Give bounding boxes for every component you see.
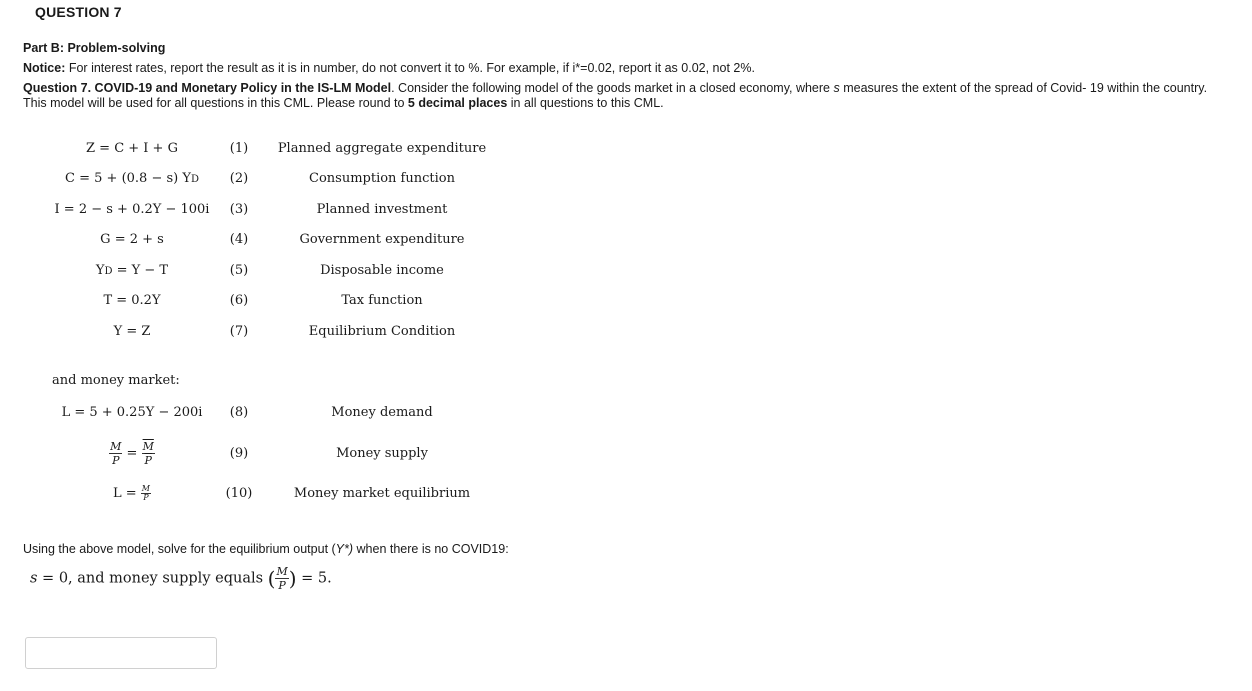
question-intro — [23, 81, 1233, 111]
equation-number: (3) — [229, 202, 249, 217]
fraction-mbar-over-pbar: $\frac{\overline{M}}{P}$ — [142, 440, 154, 467]
equation: T = 0.2Y — [103, 293, 161, 308]
notice-text: For interest rates, report the result as it is in number, do not convert it to %. For example, if i*=0.02, report it as 0.02, not 2%. — [65, 61, 755, 75]
condition-end: = 5. — [296, 570, 332, 587]
equation-number: (9) — [229, 446, 249, 461]
equation-number: (7) — [229, 324, 249, 339]
condition-text: = 0, and money supply equals — [37, 570, 268, 587]
question-intro-text-2: measures the extent of the spread of Covid- 19 within the country. This model will be used for all questions in this CML. Please round to — [23, 81, 1208, 110]
notice-label: Notice: — [23, 61, 66, 75]
decimal-places: 5 decimal places — [407, 96, 508, 110]
fraction-m-over-p-small: $\frac{M}{P}$ — [141, 484, 150, 502]
condition — [30, 565, 332, 592]
equation-number: (4) — [229, 232, 249, 247]
question-intro-text-1: . Consider the following model of the goods market in a closed economy, where — [391, 81, 834, 95]
equation: Y = Z — [113, 324, 151, 339]
question-title: QUESTION 7 — [35, 4, 122, 20]
equation-label: Planned aggregate expenditure — [277, 141, 487, 156]
fraction-m-over-p: $\frac{M}{P}$ — [276, 565, 288, 592]
equation-label: Planned investment — [316, 202, 448, 217]
part-heading-text: Part B: Problem-solving — [23, 41, 166, 55]
equation: L = $\frac{M}{P}$ — [113, 484, 150, 502]
money-market-intro: and money market: — [52, 373, 180, 388]
answer-input[interactable] — [25, 637, 217, 669]
equation-label: Money demand — [331, 405, 433, 420]
equation-label: Equilibrium Condition — [308, 324, 456, 339]
equation-label: Money market equilibrium — [293, 486, 471, 501]
equation-number: (1) — [229, 141, 249, 156]
equation-label: Tax function — [341, 293, 423, 308]
question-intro-text-3: in all questions to this CML. — [507, 96, 664, 110]
equation-label: Disposable income — [320, 263, 444, 278]
equation-label: Money supply — [336, 446, 428, 461]
s-variable: s — [833, 81, 840, 95]
s-variable: s — [30, 570, 38, 587]
equation: I = 2 − s + 0.2Y − 100i — [54, 202, 210, 217]
prompt — [23, 542, 1233, 557]
right-paren: ) — [288, 566, 297, 591]
left-paren: ( — [267, 566, 276, 591]
equation-number: (2) — [229, 171, 249, 186]
fraction-m-over-p: $\frac{M}{P}$ — [110, 440, 122, 467]
equation-number: (8) — [229, 405, 249, 420]
y-star: Y*) — [335, 542, 354, 556]
equation: $\frac{M}{P}$ = $\frac{\overline{M}}{P}$ — [110, 440, 154, 467]
notice — [23, 61, 1233, 76]
equation-number: (5) — [229, 263, 249, 278]
question-intro-lead: Question 7. COVID-19 and Monetary Policy in the IS-LM Model — [23, 81, 392, 95]
prompt-text-end: when there is no COVID19: — [353, 542, 509, 556]
equation: YD = Y − T — [95, 263, 169, 278]
equation: L = 5 + 0.25Y − 200i — [61, 405, 203, 420]
equation-number: (10) — [225, 486, 253, 501]
part-heading — [23, 41, 1233, 56]
equation-number: (6) — [229, 293, 249, 308]
prompt-text: Using the above model, solve for the equilibrium output ( — [23, 542, 336, 556]
equation: G = 2 + s — [100, 232, 164, 247]
equation-label: Consumption function — [309, 171, 455, 186]
equation: Z = C + I + G — [86, 141, 178, 156]
equation: C = 5 + (0.8 − s) YD — [65, 171, 199, 186]
equation-label: Government expenditure — [299, 232, 465, 247]
